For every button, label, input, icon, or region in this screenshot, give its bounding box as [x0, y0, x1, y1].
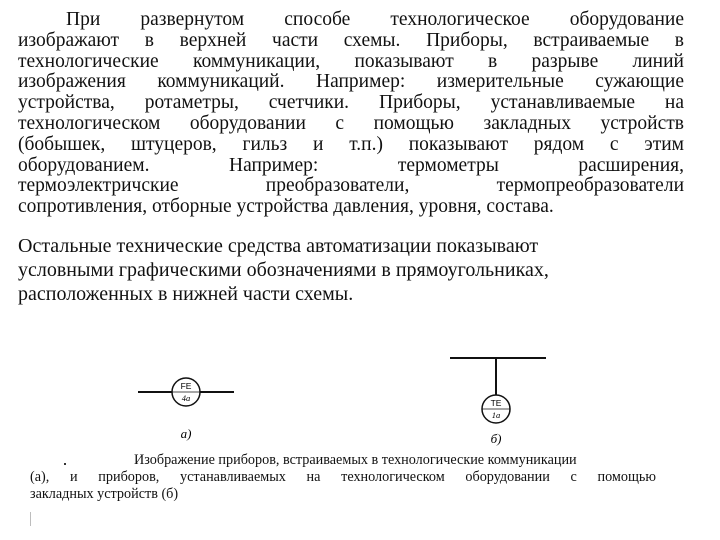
figure-caption	[30, 452, 656, 503]
instrument-pos-right: 1a	[491, 410, 501, 420]
instrument-figure	[0, 340, 720, 460]
figure-label-b: б)	[490, 431, 502, 446]
caption-line: (а), и приборов, устанавливаемых на технологическом оборудовании с помощью	[30, 469, 656, 485]
paragraph-line: изображения коммуникаций. Например: измерительные сужающие	[18, 71, 684, 93]
caption-line: Изображение приборов, встраиваемых в технологические коммуникации	[134, 452, 577, 468]
main-paragraph	[18, 10, 684, 218]
paragraph-line: (бобышек, штуцеров, гильз и т.п.) показывают рядом с этим	[18, 133, 684, 155]
paragraph-line: расположенных в нижней части схемы.	[18, 283, 354, 305]
paragraph-line: термоэлектричские преобразователи, термопреобразователи	[18, 175, 684, 197]
instrument-pos-left: 4a	[181, 393, 191, 403]
scan-edge-mark	[30, 512, 31, 526]
paragraph-line: оборудованием. Например: термометры расширения,	[18, 154, 684, 176]
caption-line: закладных устройств (б)	[30, 486, 179, 502]
paragraph-line: При развернутом способе технологическое оборудование	[66, 9, 684, 30]
figure-label-a: а)	[180, 426, 192, 441]
paragraph-line: Остальные технические средства автоматизации показывают	[18, 235, 539, 257]
instrument-code-right: TE	[490, 398, 502, 408]
paragraph-line: устройства, ротаметры, счетчики. Приборы, устанавливаемые на	[18, 92, 684, 114]
paragraph-line: технологические коммуникации, показывают в разрыве линий	[18, 50, 684, 72]
paragraph-line: технологическом оборудовании с помощью закладных устройств	[18, 112, 684, 134]
second-paragraph	[18, 234, 684, 306]
paragraph-line: изображают в верхней части схемы. Приборы, встраиваемые в	[18, 29, 684, 51]
paragraph-line: сопротивления, отборные устройства давления, уровня, состава.	[18, 196, 554, 218]
instrument-code-left: FE	[180, 381, 192, 391]
paragraph-line: условными графическими обозначениями в прямоугольниках,	[18, 259, 549, 281]
